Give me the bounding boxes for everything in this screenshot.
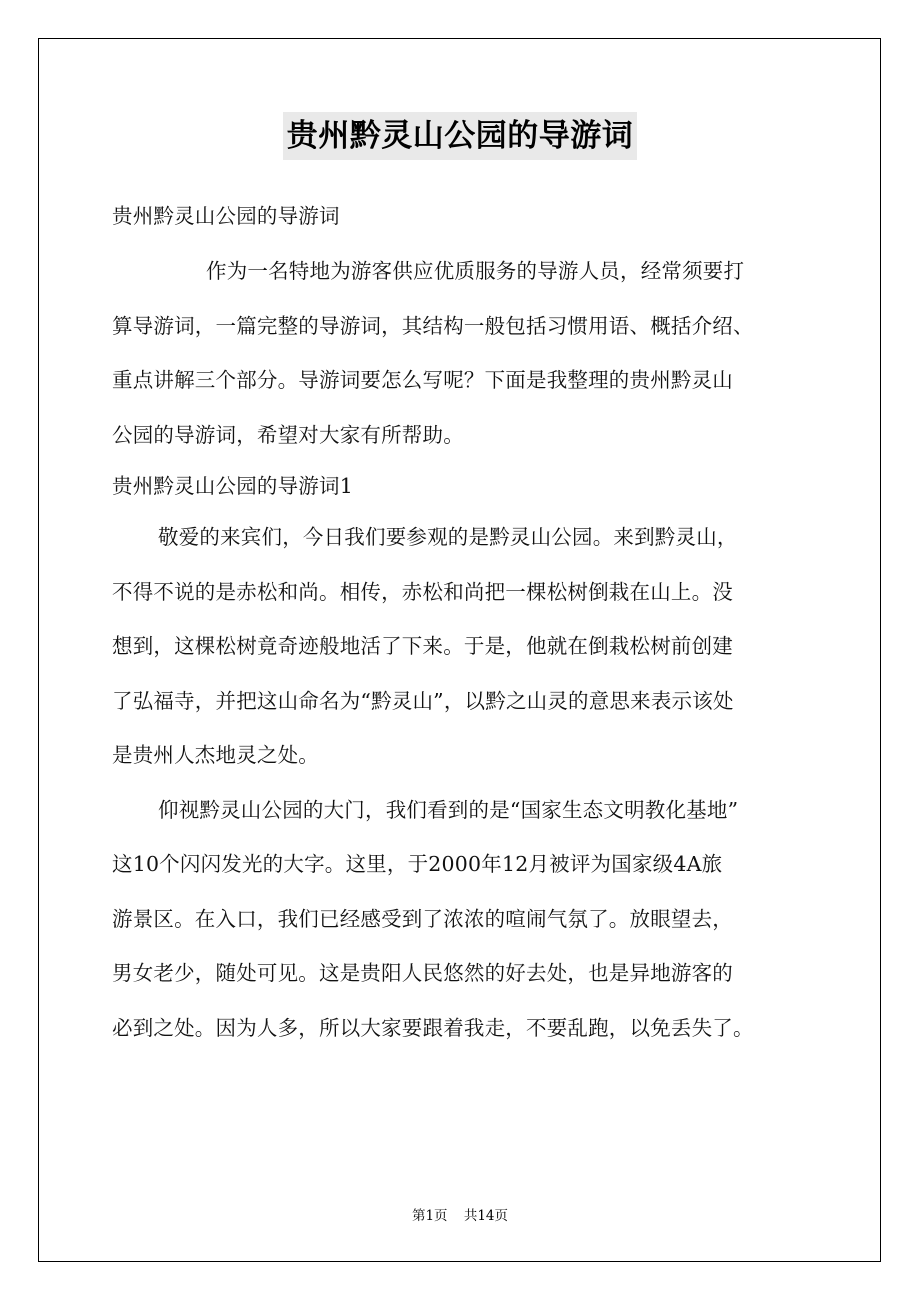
page-footer — [0, 1204, 920, 1224]
paragraph-line: 必到之处。因为人多，所以大家要跟着我走，不要乱跑，以免丢失了。 — [112, 1015, 754, 1040]
page-total: 共14页 — [463, 1208, 509, 1224]
paragraph-line: 仰视黔灵山公园的大门，我们看到的是“国家生态文明教化基地” — [158, 797, 739, 822]
paragraph-line: 不得不说的是赤松和尚。相传，赤松和尚把一棵松树倒栽在山上。没 — [112, 579, 733, 604]
paragraph-line: 男女老少，随处可见。这是贵阳人民悠然的好去处，也是异地游客的 — [112, 961, 733, 985]
intro-line: 作为一名特地为游客供应优质服务的导游人员，经常须要打 — [206, 259, 745, 283]
intro-line: 公园的导游词，希望对大家有所帮助。 — [112, 422, 464, 447]
intro-paragraph — [112, 244, 828, 462]
section-heading: 贵州黔灵山公园的导游词1 — [112, 474, 353, 498]
paragraph-line: 敬爱的来宾们，今日我们要参观的是黔灵山公园。来到黔灵山， — [158, 525, 738, 549]
document-body — [112, 192, 828, 1055]
paragraph-line: 了弘福寺，并把这山命名为“黔灵山”，以黔之山灵的意思来表示该处 — [112, 688, 734, 713]
paragraph-1 — [112, 510, 828, 783]
paragraph-line: 是贵州人杰地灵之处。 — [112, 743, 319, 767]
paragraph-line: 想到，这棵松树竟奇迹般地活了下来。于是，他就在倒栽松树前创建 — [112, 634, 733, 658]
document-subtitle: 贵州黔灵山公园的导游词 — [112, 204, 340, 228]
document-title: 贵州黔灵山公园的导游词 — [283, 112, 638, 160]
page-number: 第1页 — [411, 1208, 448, 1224]
paragraph-2 — [112, 783, 828, 1056]
paragraph-line: 游景区。在入口，我们已经感受到了浓浓的喧闹气氛了。放眼望去， — [112, 906, 733, 931]
intro-line: 重点讲解三个部分。导游词要怎么写呢？下面是我整理的贵州黔灵山 — [112, 368, 733, 392]
paragraph-line: 这10个闪闪发光的大字。这里，于2000年12月被评为国家级4A旅 — [112, 852, 723, 876]
document-title-container — [0, 112, 920, 160]
intro-line: 算导游词，一篇完整的导游词，其结构一般包括习惯用语、概括介绍、 — [112, 313, 754, 338]
